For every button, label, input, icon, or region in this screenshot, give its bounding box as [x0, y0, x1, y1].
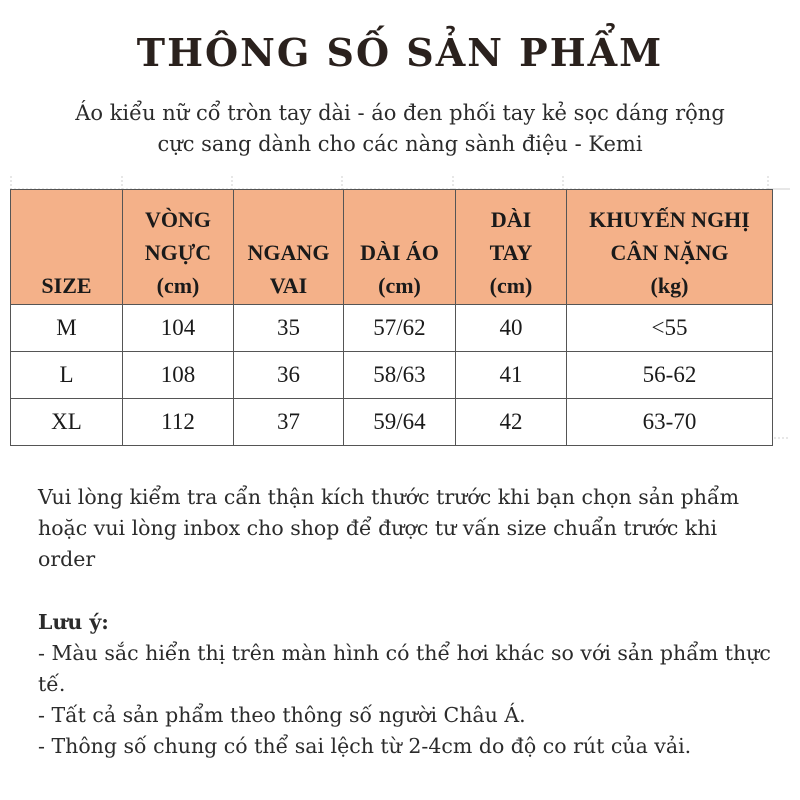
cell-sleeve: 42 [456, 399, 567, 446]
header-size: SIZE [11, 190, 123, 305]
page-title: THÔNG SỐ SẢN PHẨM [136, 30, 664, 75]
size-check-note: Vui lòng kiểm tra cẩn thận kích thước trước khi bạn chọn sản phẩm hoặc vui lòng inbox cho shop để được tư vấn size chuẩn trước khi order [38, 485, 740, 571]
note-item: - Màu sắc hiển thị trên màn hình có thể hơi khác so với sản phẩm thực tế. [38, 641, 771, 696]
note-item: - Tất cả sản phẩm theo thông số người Châu Á. [38, 703, 526, 727]
notes-section [38, 607, 798, 762]
table-header-row [11, 190, 773, 305]
cell-size: M [11, 305, 123, 352]
cell-size: XL [11, 399, 123, 446]
header-shoulder: NGANG VAI [234, 190, 344, 305]
note-item: - Thông số chung có thể sai lệch từ 2-4cm do độ co rút của vải. [38, 734, 692, 758]
table-row [11, 352, 773, 399]
notes-label: Lưu ý: [38, 610, 109, 634]
table-row [11, 399, 773, 446]
cell-length: 57/62 [344, 305, 456, 352]
table-row [11, 305, 773, 352]
header-chest: VÒNG NGỰC (cm) [123, 190, 234, 305]
cell-sleeve: 40 [456, 305, 567, 352]
product-subtitle [0, 98, 800, 160]
cell-weight: <55 [567, 305, 773, 352]
cell-sleeve: 41 [456, 352, 567, 399]
subtitle-line: Áo kiểu nữ cổ tròn tay dài - áo đen phối tay kẻ sọc dáng rộng [75, 101, 725, 125]
cell-chest: 104 [123, 305, 234, 352]
header-sleeve: DÀI TAY (cm) [456, 190, 567, 305]
header-weight: KHUYẾN NGHỊ CÂN NẶNG (kg) [567, 190, 773, 305]
cell-length: 59/64 [344, 399, 456, 446]
size-table [10, 189, 773, 446]
cell-size: L [11, 352, 123, 399]
cell-shoulder: 37 [234, 399, 344, 446]
subtitle-line: cực sang dành cho các nàng sành điệu - Kemi [157, 132, 643, 156]
cell-chest: 108 [123, 352, 234, 399]
cell-shoulder: 36 [234, 352, 344, 399]
cell-shoulder: 35 [234, 305, 344, 352]
cell-chest: 112 [123, 399, 234, 446]
cell-weight: 63-70 [567, 399, 773, 446]
cell-weight: 56-62 [567, 352, 773, 399]
header-length: DÀI ÁO (cm) [344, 190, 456, 305]
size-chart [10, 176, 790, 446]
cell-length: 58/63 [344, 352, 456, 399]
